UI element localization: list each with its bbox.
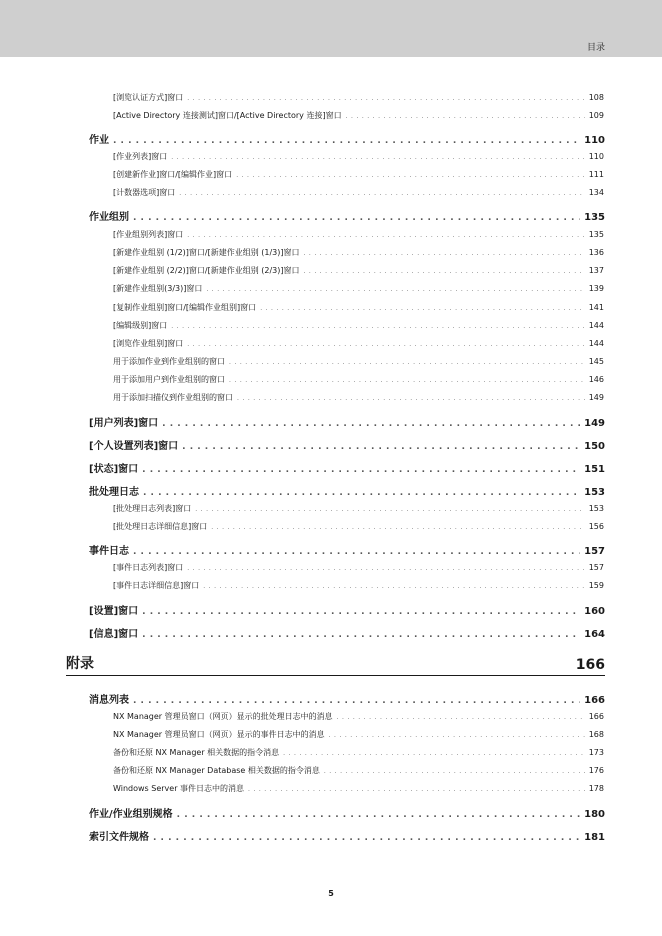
- toc-entry-page: 110: [588, 152, 604, 161]
- toc-entry-label: NX Manager 管理员窗口（网页）显示的事件日志中的消息: [113, 730, 325, 739]
- toc-section[interactable]: [89, 625, 605, 639]
- toc-entry-page: 137: [588, 266, 604, 275]
- toc-entry[interactable]: [113, 229, 604, 240]
- toc-entry[interactable]: [113, 110, 604, 121]
- toc-section[interactable]: [89, 131, 605, 145]
- toc-entry-page: 111: [588, 170, 604, 179]
- toc-entry-page: 156: [588, 522, 604, 531]
- toc-entry[interactable]: [113, 320, 604, 331]
- toc-entry-label: [浏览作业组别]窗口: [113, 339, 184, 348]
- toc-section-page: 149: [584, 418, 605, 429]
- toc-entry-page: 109: [588, 111, 604, 120]
- page-header-bar: [0, 0, 662, 57]
- toc-section-page: 150: [584, 441, 605, 452]
- toc-entry[interactable]: [113, 392, 604, 403]
- toc-section-label: 消息列表: [89, 695, 129, 706]
- toc-entry[interactable]: [113, 521, 604, 532]
- toc-entry-label: [新建作业组别(3/3)]窗口: [113, 284, 203, 293]
- toc-section-label: 作业组别: [89, 212, 129, 223]
- header-title: 目录: [586, 43, 605, 53]
- toc-section[interactable]: [89, 805, 605, 819]
- toc-entry[interactable]: [113, 169, 604, 180]
- toc-section-page: 151: [584, 464, 605, 475]
- toc-entry[interactable]: [113, 374, 604, 385]
- toc-entry-page: 144: [588, 321, 604, 330]
- toc-entry[interactable]: [113, 783, 604, 794]
- toc-section-label: [个人设置列表]窗口: [89, 441, 179, 452]
- toc-section-label: [状态]窗口: [89, 464, 139, 475]
- toc-entry[interactable]: [113, 580, 604, 591]
- appendix-title: 附录: [66, 656, 94, 672]
- toc-entry-label: [作业列表]窗口: [113, 152, 168, 161]
- toc-entry-page: 146: [588, 375, 604, 384]
- toc-section[interactable]: [89, 542, 605, 556]
- toc-entry-label: [创建新作业]窗口/[编辑作业]窗口: [113, 170, 233, 179]
- toc-section-page: 160: [584, 606, 605, 617]
- toc-entry-label: [新建作业组别 (2/2)]窗口/[新建作业组别 (2/3)]窗口: [113, 266, 300, 275]
- toc-entry-label: NX Manager 管理员窗口（网页）显示的批处理日志中的消息: [113, 712, 333, 721]
- toc-section-page: 181: [584, 832, 605, 843]
- toc-section-label: 事件日志: [89, 546, 129, 557]
- toc-section[interactable]: [89, 602, 605, 616]
- toc-section-label: 作业/作业组别规格: [89, 809, 173, 820]
- toc-entry-label: [Active Directory 连接测试]窗口/[Active Directory 连接]窗口: [113, 111, 342, 120]
- toc-entry[interactable]: [113, 283, 604, 294]
- page-number: 5: [328, 889, 334, 898]
- toc-section-label: [信息]窗口: [89, 629, 139, 640]
- toc-section[interactable]: [89, 828, 605, 842]
- toc-entry-page: 153: [588, 504, 604, 513]
- toc-entry[interactable]: [113, 338, 604, 349]
- toc-entry-page: 149: [588, 393, 604, 402]
- toc-entry-page: 157: [588, 563, 604, 572]
- toc-section-label: 批处理日志: [89, 487, 139, 498]
- toc-entry-label: 备份和还原 NX Manager Database 相关数据的指令消息: [113, 766, 320, 775]
- toc-entry[interactable]: [113, 503, 604, 514]
- toc-entry[interactable]: [113, 247, 604, 258]
- toc-section-label: 索引文件规格: [89, 832, 149, 843]
- toc-entry-label: [编辑级别]窗口: [113, 321, 168, 330]
- toc-entry-label: [作业组别列表]窗口: [113, 230, 184, 239]
- toc-entry-page: 136: [588, 248, 604, 257]
- toc-entry[interactable]: [113, 302, 604, 313]
- toc-section[interactable]: [89, 208, 605, 222]
- toc-entry-page: 144: [588, 339, 604, 348]
- toc-section-page: 164: [584, 629, 605, 640]
- toc-entry-page: 168: [588, 730, 604, 739]
- toc-entry-page: 159: [588, 581, 604, 590]
- toc-section[interactable]: [89, 691, 605, 705]
- toc-section-page: 166: [584, 695, 605, 706]
- toc-entry-page: 166: [588, 712, 604, 721]
- toc-entry[interactable]: [113, 265, 604, 276]
- toc-entry-label: 备份和还原 NX Manager 相关数据的指令消息: [113, 748, 280, 757]
- toc-section-page: 110: [584, 135, 605, 146]
- toc-entry[interactable]: [113, 747, 604, 758]
- toc-entry-page: 139: [588, 284, 604, 293]
- toc-entry-page: 173: [588, 748, 604, 757]
- toc-section-label: 作业: [89, 135, 109, 146]
- toc-entry-page: 108: [588, 93, 604, 102]
- toc-entry-label: [事件日志详细信息]窗口: [113, 581, 200, 590]
- toc-entry-page: 141: [588, 303, 604, 312]
- toc-section-label: [设置]窗口: [89, 606, 139, 617]
- toc-entry[interactable]: [113, 187, 604, 198]
- toc-entry-label: Windows Server 事件日志中的消息: [113, 784, 245, 793]
- toc-entry[interactable]: [113, 151, 604, 162]
- toc-entry[interactable]: [113, 92, 604, 103]
- toc-entry[interactable]: [113, 356, 604, 367]
- toc-entry-label: [浏览认证方式]窗口: [113, 93, 184, 102]
- toc-entry[interactable]: [113, 729, 604, 740]
- toc-entry-label: [复制作业组别]窗口/[编辑作业组别]窗口: [113, 303, 257, 312]
- toc-entry-label: 用于添加作业到作业组别的窗口: [113, 357, 225, 366]
- toc-entry-page: 176: [588, 766, 604, 775]
- toc-entry-page: 145: [588, 357, 604, 366]
- toc-section[interactable]: [89, 437, 605, 451]
- toc-entry-label: 用于添加用户到作业组别的窗口: [113, 375, 225, 384]
- toc-section-label: [用户列表]窗口: [89, 418, 159, 429]
- toc-entry-page: 134: [588, 188, 604, 197]
- toc-section-page: 153: [584, 487, 605, 498]
- toc-entry[interactable]: [113, 765, 604, 776]
- toc-section[interactable]: [89, 460, 605, 474]
- appendix-page: 166: [575, 657, 605, 673]
- toc-section-page: 135: [584, 212, 605, 223]
- appendix-heading[interactable]: [66, 655, 605, 676]
- toc-entry[interactable]: [113, 711, 604, 722]
- toc-section-page: 180: [584, 809, 605, 820]
- toc-entry-label: [新建作业组别 (1/2)]窗口/[新建作业组别 (1/3)]窗口: [113, 248, 300, 257]
- toc-entry-page: 135: [588, 230, 604, 239]
- toc-section[interactable]: [89, 414, 605, 428]
- toc-entry-label: [批处理日志列表]窗口: [113, 504, 192, 513]
- toc-entry-page: 178: [588, 784, 604, 793]
- toc-section-page: 157: [584, 546, 605, 557]
- toc-entry[interactable]: [113, 562, 604, 573]
- toc-entry-label: [事件日志列表]窗口: [113, 563, 184, 572]
- toc-section[interactable]: [89, 483, 605, 497]
- toc-entry-label: [批处理日志详细信息]窗口: [113, 522, 208, 531]
- toc-entry-label: 用于添加扫描仪到作业组别的窗口: [113, 393, 233, 402]
- toc-entry-label: [计数器选项]窗口: [113, 188, 176, 197]
